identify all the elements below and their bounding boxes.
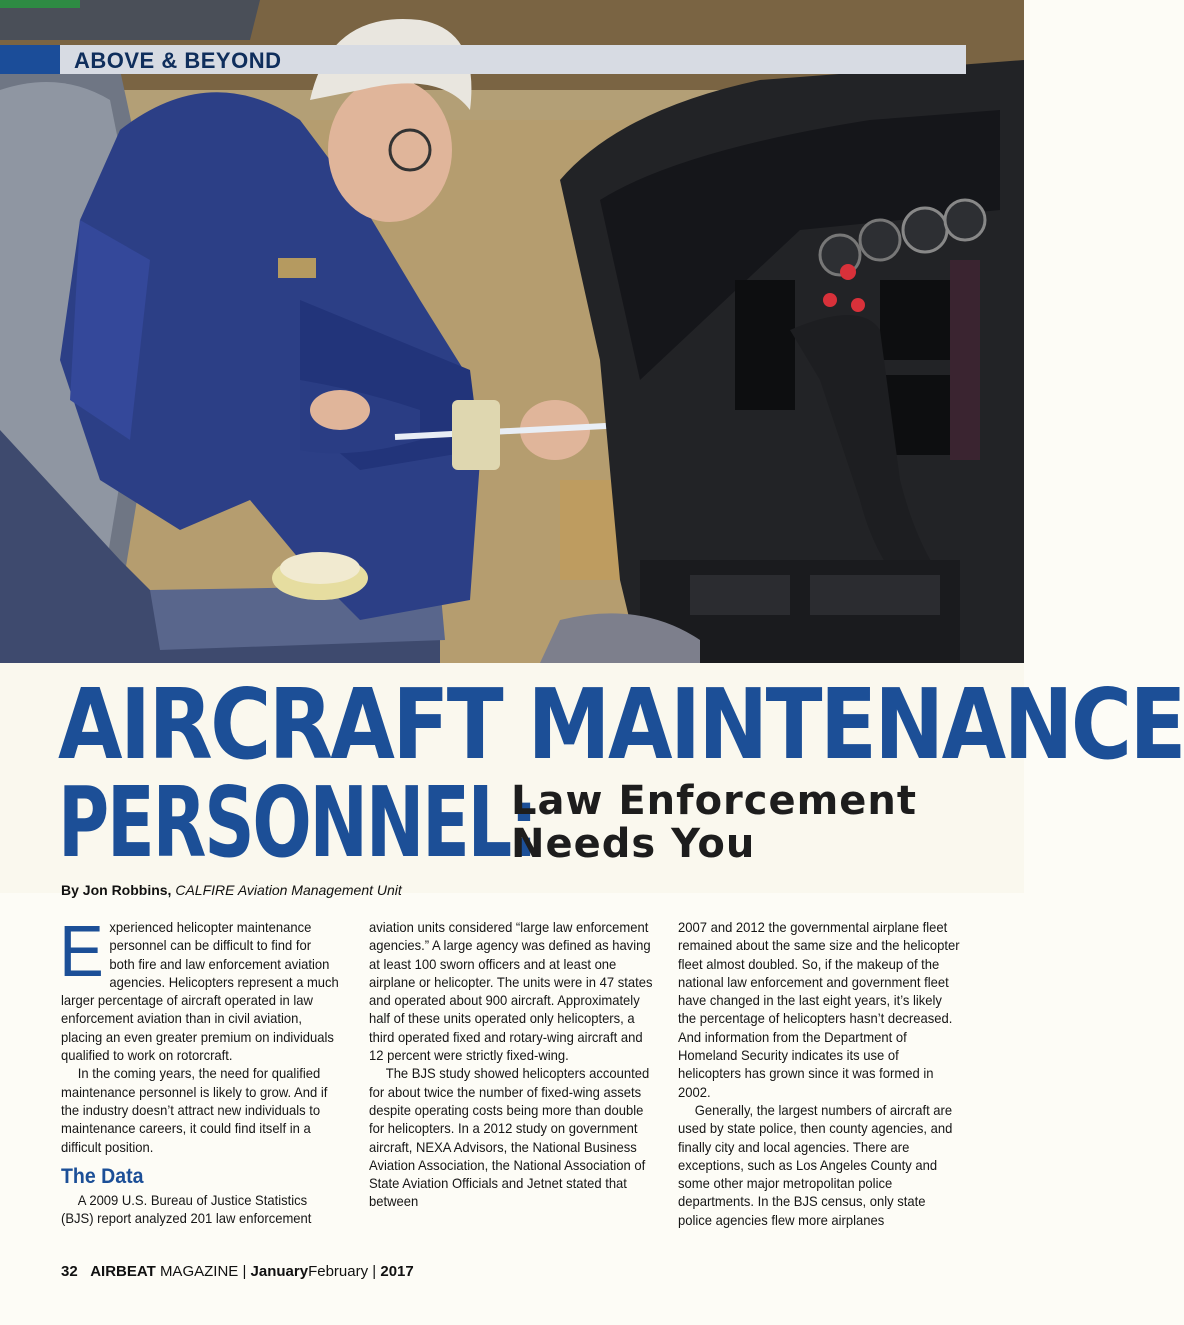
footer-separator: | [372,1263,377,1280]
article-paragraph: The BJS study showed helicopters accounted for about twice the number of fixed-wing assets despite operating costs being more than double for helicopters. In a 2012 study on government aircraft, NEXA Advisors, the National Business Aviation Association, the National Association of State Aviation Officials and Jetnet stated that between [369,1065,650,1210]
section-label: ABOVE & BEYOND [74,48,282,73]
paragraph-text: xperienced helicopter maintenance personnel can be difficult to find for both fire and law enforcement aviation agencies. Helicopters represent a much larger percentage of aircraft operated in law enforcement aviation than in civil aviation, placing an even greater premium on individuals qualified to work on rotorcraft. [61,919,339,1064]
footer-separator: | [242,1263,247,1280]
byline-author: By Jon Robbins, [61,882,172,898]
page-number: 32 [61,1263,78,1280]
section-color-tab [0,0,80,8]
article-column-2 [369,918,653,1211]
magazine-brand: AIRBEAT [90,1263,156,1280]
article-paragraph: 2007 and 2012 the governmental airplane fleet remained about the same size and the helicopter fleet almost doubled. So, if the makeup of the national law enforcement and government fleet have changed in the last eight years, it’s likely the percentage of helicopters hasn’t decreased. And information from the Department of Homeland Security indicates its use of helicopters has grown since it was formed in 2002. [678,919,960,1100]
page-footer [61,1263,414,1280]
issue-month-1: January [250,1263,309,1280]
article-paragraph: In the coming years, the need for qualified maintenance personnel is likely to grow. And if the industry doesn’t attract new individuals to maintenance careers, it could find itself in a difficult position. [61,1065,328,1155]
issue-month-2: February [308,1263,369,1280]
headline-line-2: PERSONNEL: [58,766,536,879]
article-paragraph: Generally, the largest numbers of aircraft are used by state police, then county agencies, and finally city and local agencies. There are exceptions, such as Los Angeles County and some other major metropolitan police departments. In the BJS census, only state police agencies flew more airplanes [678,1101,953,1228]
article-paragraph: aviation units considered “large law enforcement agencies.” A large agency was defined as having at least 100 sworn officers and at least one airplane or helicopter. The units were in 47 states and operated about 900 aircraft. Approximately half of these units operated only helicopters, a third operated fixed and rotary-wing aircraft and 12 percent were strictly fixed-wing. [369,919,653,1064]
magazine-word: MAGAZINE [159,1263,239,1280]
subtitle-line-1: Law Enforcement [511,778,918,824]
hero-photo-illustration [0,0,1024,663]
drop-cap: E [59,912,104,992]
headline-line-1: AIRCRAFT MAINTENANCE [58,668,1184,781]
section-heading-the-data: The Data [61,1164,144,1188]
article-paragraph [59,912,340,1064]
section-header-accent [0,45,60,74]
hero-photo [0,0,1024,663]
article-paragraph: A 2009 U.S. Bureau of Justice Statistics (BJS) report analyzed 201 law enforcement [61,1191,312,1227]
article-column-3 [678,918,962,1229]
subtitle-line-2: Needs You [511,821,756,867]
article-column-1 [59,912,340,1227]
headline-subtitle [511,780,917,866]
section-header-bar [60,45,966,74]
byline [61,882,402,898]
badge-patch [278,258,316,278]
issue-year: 2017 [380,1263,414,1280]
byline-affiliation: CALFIRE Aviation Management Unit [175,882,402,898]
